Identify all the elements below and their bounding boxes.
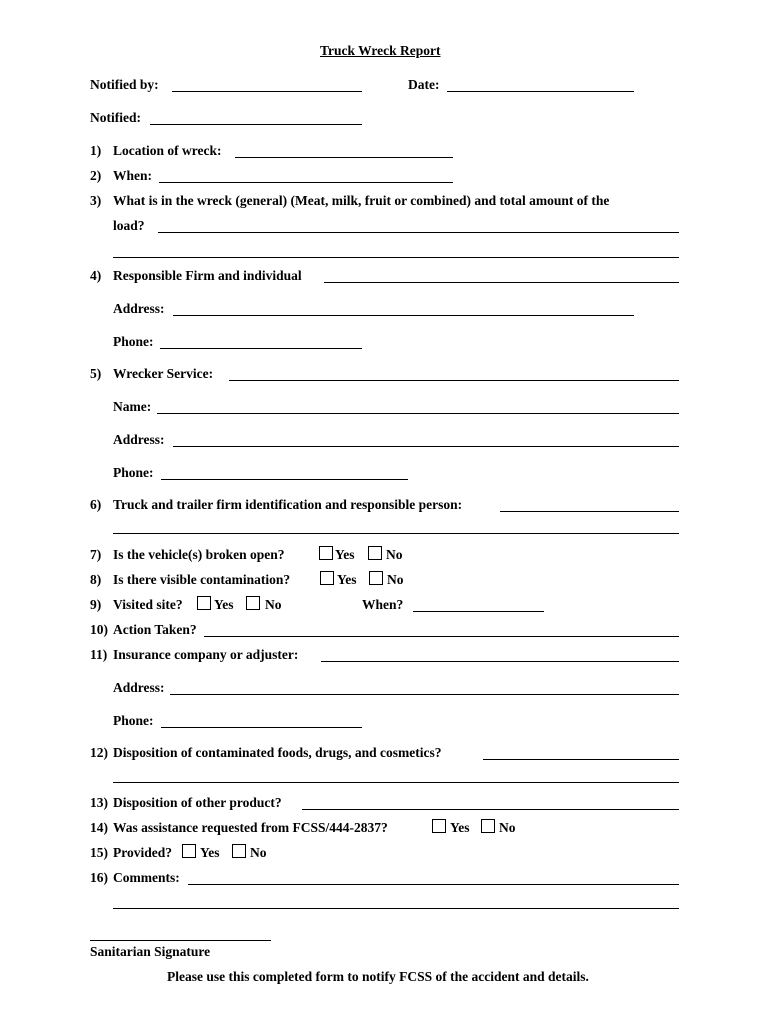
q9-number: 9) (90, 597, 102, 612)
q8-number: 8) (90, 572, 102, 587)
insurance-address-field[interactable] (170, 694, 679, 695)
location-field[interactable] (235, 157, 453, 158)
q14-number: 14) (90, 820, 108, 835)
action-taken-field[interactable] (204, 636, 679, 637)
q9-yes-label: Yes (214, 597, 234, 612)
q15-no-checkbox[interactable] (232, 844, 246, 858)
q2-label: When: (113, 168, 153, 183)
q11-address-label: Address: (113, 680, 165, 695)
firm-phone-field[interactable] (160, 348, 362, 349)
wreck-contents-field[interactable] (158, 232, 679, 233)
q5-name-label: Name: (113, 399, 152, 414)
q9-yes-checkbox[interactable] (197, 596, 211, 610)
q7-yes-checkbox[interactable] (319, 546, 333, 560)
q16-label: Comments: (113, 870, 180, 885)
q14-no-checkbox[interactable] (481, 819, 495, 833)
q7-no-checkbox[interactable] (368, 546, 382, 560)
contaminated-disposition-field-line2[interactable] (113, 782, 679, 783)
q9-no-checkbox[interactable] (246, 596, 260, 610)
date-label: Date: (408, 77, 440, 92)
wrecker-phone-field[interactable] (161, 479, 408, 480)
date-field[interactable] (447, 91, 634, 92)
q12-number: 12) (90, 745, 108, 760)
q16-number: 16) (90, 870, 108, 885)
q9-label: Visited site? (113, 597, 183, 612)
q6-label: Truck and trailer firm identification and responsible person: (113, 497, 463, 512)
when-field[interactable] (159, 182, 453, 183)
q2-number: 2) (90, 168, 102, 183)
wrecker-name-field[interactable] (157, 413, 679, 414)
footer-note: Please use this completed form to notify FCSS of the accident and details. (167, 969, 589, 984)
q12-label: Disposition of contaminated foods, drugs, and cosmetics? (113, 745, 442, 760)
q9-when-label: When? (362, 597, 404, 612)
q7-label: Is the vehicle(s) broken open? (113, 547, 285, 562)
comments-field[interactable] (188, 884, 679, 885)
q5-label: Wrecker Service: (113, 366, 214, 381)
form-title: Truck Wreck Report (320, 43, 441, 58)
q4-label: Responsible Firm and individual (113, 268, 302, 283)
q15-no-label: No (250, 845, 267, 860)
q3-number: 3) (90, 193, 102, 208)
q15-yes-label: Yes (200, 845, 220, 860)
visit-when-field[interactable] (413, 611, 544, 612)
q8-label: Is there visible contamination? (113, 572, 291, 587)
q11-phone-label: Phone: (113, 713, 154, 728)
notified-by-label: Notified by: (90, 77, 159, 92)
other-disposition-field[interactable] (302, 809, 679, 810)
q15-number: 15) (90, 845, 108, 860)
q11-label: Insurance company or adjuster: (113, 647, 299, 662)
signature-label: Sanitarian Signature (90, 944, 211, 959)
q5-number: 5) (90, 366, 102, 381)
q9-no-label: No (265, 597, 282, 612)
insurance-field[interactable] (321, 661, 679, 662)
q7-yes-label: Yes (335, 547, 355, 562)
wrecker-address-field[interactable] (173, 446, 679, 447)
q4-number: 4) (90, 268, 102, 283)
q5-phone-label: Phone: (113, 465, 154, 480)
q14-yes-checkbox[interactable] (432, 819, 446, 833)
wrecker-service-field[interactable] (229, 380, 679, 381)
q10-number: 10) (90, 622, 108, 637)
q8-yes-checkbox[interactable] (320, 571, 334, 585)
q13-label: Disposition of other product? (113, 795, 282, 810)
contaminated-disposition-field[interactable] (483, 759, 679, 760)
q3-label-continued: load? (113, 218, 145, 233)
q15-yes-checkbox[interactable] (182, 844, 196, 858)
q13-number: 13) (90, 795, 108, 810)
truck-trailer-id-field-line2[interactable] (113, 533, 679, 534)
q14-no-label: No (499, 820, 516, 835)
notified-label: Notified: (90, 110, 141, 125)
q7-number: 7) (90, 547, 102, 562)
signature-line[interactable] (90, 940, 271, 941)
q8-no-checkbox[interactable] (369, 571, 383, 585)
wreck-contents-field-line2[interactable] (113, 257, 679, 258)
q6-number: 6) (90, 497, 102, 512)
comments-field-line2[interactable] (113, 908, 679, 909)
notified-by-field[interactable] (172, 91, 362, 92)
q1-number: 1) (90, 143, 102, 158)
q15-label: Provided? (113, 845, 173, 860)
q14-yes-label: Yes (450, 820, 470, 835)
q8-no-label: No (387, 572, 404, 587)
q8-yes-label: Yes (337, 572, 357, 587)
q7-no-label: No (386, 547, 403, 562)
q5-address-label: Address: (113, 432, 165, 447)
q4-phone-label: Phone: (113, 334, 154, 349)
insurance-phone-field[interactable] (161, 727, 362, 728)
q10-label: Action Taken? (113, 622, 197, 637)
q4-address-label: Address: (113, 301, 165, 316)
firm-address-field[interactable] (173, 315, 634, 316)
truck-trailer-id-field[interactable] (500, 511, 679, 512)
q3-label: What is in the wreck (general) (Meat, milk, fruit or combined) and total amount of the (113, 193, 610, 208)
q11-number: 11) (90, 647, 108, 662)
responsible-firm-field[interactable] (324, 282, 679, 283)
q1-label: Location of wreck: (113, 143, 222, 158)
notified-field[interactable] (150, 124, 362, 125)
q14-label: Was assistance requested from FCSS/444-2837? (113, 820, 388, 835)
